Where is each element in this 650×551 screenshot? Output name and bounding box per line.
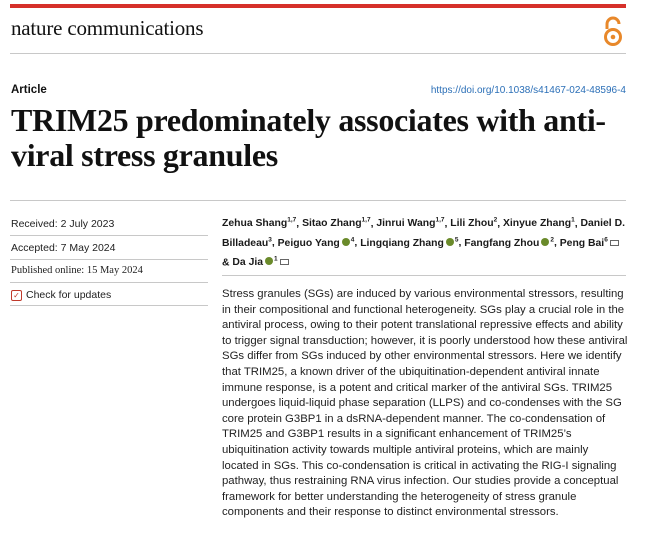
author[interactable] <box>232 257 288 268</box>
author-affiliation: 1 <box>274 255 278 263</box>
author[interactable] <box>464 238 554 249</box>
author[interactable] <box>360 238 458 249</box>
author-name: Fangfang Zhou <box>464 237 540 249</box>
author-list <box>222 213 626 271</box>
author-name: Zehua Shang <box>222 218 288 230</box>
abstract <box>222 287 628 521</box>
author[interactable] <box>503 218 575 229</box>
author-name: Peng Bai <box>559 237 605 249</box>
author-name: Jinrui Wang <box>376 218 436 230</box>
author-name: Xinyue Zhang <box>502 218 572 230</box>
author-separator: , <box>354 237 361 249</box>
meta-divider <box>10 259 208 260</box>
author-affiliation: 2 <box>493 217 498 224</box>
author-separator: , <box>370 218 377 230</box>
author[interactable] <box>278 238 355 249</box>
author-name: Sitao Zhang <box>302 218 362 230</box>
author-separator: , <box>271 237 278 249</box>
orcid-icon[interactable] <box>446 238 454 246</box>
author-affiliation: 1,7 <box>435 217 445 224</box>
published-date: Published online: 15 May 2024 <box>11 265 143 276</box>
journal-accent-bar <box>10 4 626 8</box>
doi-link[interactable]: https://doi.org/10.1038/s41467-024-48596-4 <box>430 85 626 96</box>
accepted-date: Accepted: 7 May 2024 <box>11 242 116 254</box>
check-updates-icon: ✓ <box>11 290 22 301</box>
author[interactable] <box>560 238 619 249</box>
author-name: Da Jia <box>232 257 264 269</box>
article-title: TRIM25 predominately associates with anti-viral stress granules <box>11 102 606 173</box>
meta-divider <box>10 305 208 306</box>
check-for-updates-button[interactable] <box>11 289 111 301</box>
meta-divider <box>10 282 208 283</box>
author[interactable] <box>450 218 497 229</box>
meta-divider <box>10 235 208 236</box>
author-separator: & <box>222 257 233 269</box>
author[interactable] <box>376 218 444 229</box>
authors-divider <box>222 275 626 276</box>
author-name: Lili Zhou <box>450 218 494 230</box>
orcid-icon[interactable] <box>541 238 549 246</box>
author-affiliation: 6 <box>604 236 608 244</box>
open-access-icon <box>601 16 625 48</box>
author-separator: , <box>296 218 303 230</box>
author-affiliation: 3 <box>268 236 272 244</box>
author-name: Daniel D. Billadeau <box>222 218 625 249</box>
author-separator: , <box>458 237 465 249</box>
author-separator: , <box>444 218 451 230</box>
author-name: Lingqiang Zhang <box>360 237 444 249</box>
author[interactable] <box>222 218 296 229</box>
email-icon[interactable] <box>610 240 619 246</box>
author-affiliation: 1,7 <box>361 217 371 224</box>
received-date: Received: 2 July 2023 <box>11 218 115 230</box>
author-separator: , <box>497 218 503 230</box>
author-affiliation: 1 <box>571 217 575 224</box>
orcid-icon[interactable] <box>265 257 273 265</box>
title-divider <box>10 200 626 201</box>
orcid-icon[interactable] <box>342 238 350 246</box>
author[interactable] <box>302 218 371 229</box>
author-affiliation: 5 <box>454 236 459 244</box>
header-divider <box>10 53 626 54</box>
author-separator: , <box>574 218 581 230</box>
author-affiliation: 4 <box>350 236 355 244</box>
abstract-text: Stress granules (SGs) are induced by various environmental stressors, resulting in their compositional and functional heterogeneity. SGs play a crucial role in the antiviral process, owing to their potent translational repressive effects and ability to trigger signal transduction; however, it is poorly understood how these antiviral SGs differ from SGs induced by other environmental stressors. Here we identify that TRIM25, a known driver of the ubiquitination-dependent antiviral innate immune response, is a potent and critical marker of the antiviral SGs. TRIM25 undergoes liquid-liquid phase separation (LLPS) and co-condenses with the SG core protein G3BP1 in a dsRNA-dependent manner. The co-condensation of TRIM25 and G3BP1 results in a significant enhancement of TRIM25’s ubiquitination activity towards multiple antiviral proteins, which are mainly located in SGs. This co-condensation is critical in activating the RIG-I signaling pathway, thus restraining RNA virus infection. Our studies provide a conceptual framework for better understanding the heterogeneity of stress granule components and their response to distinct environmental stressors. <box>222 288 628 519</box>
email-icon[interactable] <box>280 259 289 265</box>
article-type: Article <box>11 84 47 96</box>
journal-name[interactable]: nature communications <box>11 16 204 40</box>
author-separator: , <box>553 237 560 249</box>
check-updates-label: Check for updates <box>26 289 112 301</box>
author-affiliation: 2 <box>550 236 554 244</box>
author-name: Peiguo Yang <box>277 237 340 249</box>
author-affiliation: 1,7 <box>287 217 297 224</box>
